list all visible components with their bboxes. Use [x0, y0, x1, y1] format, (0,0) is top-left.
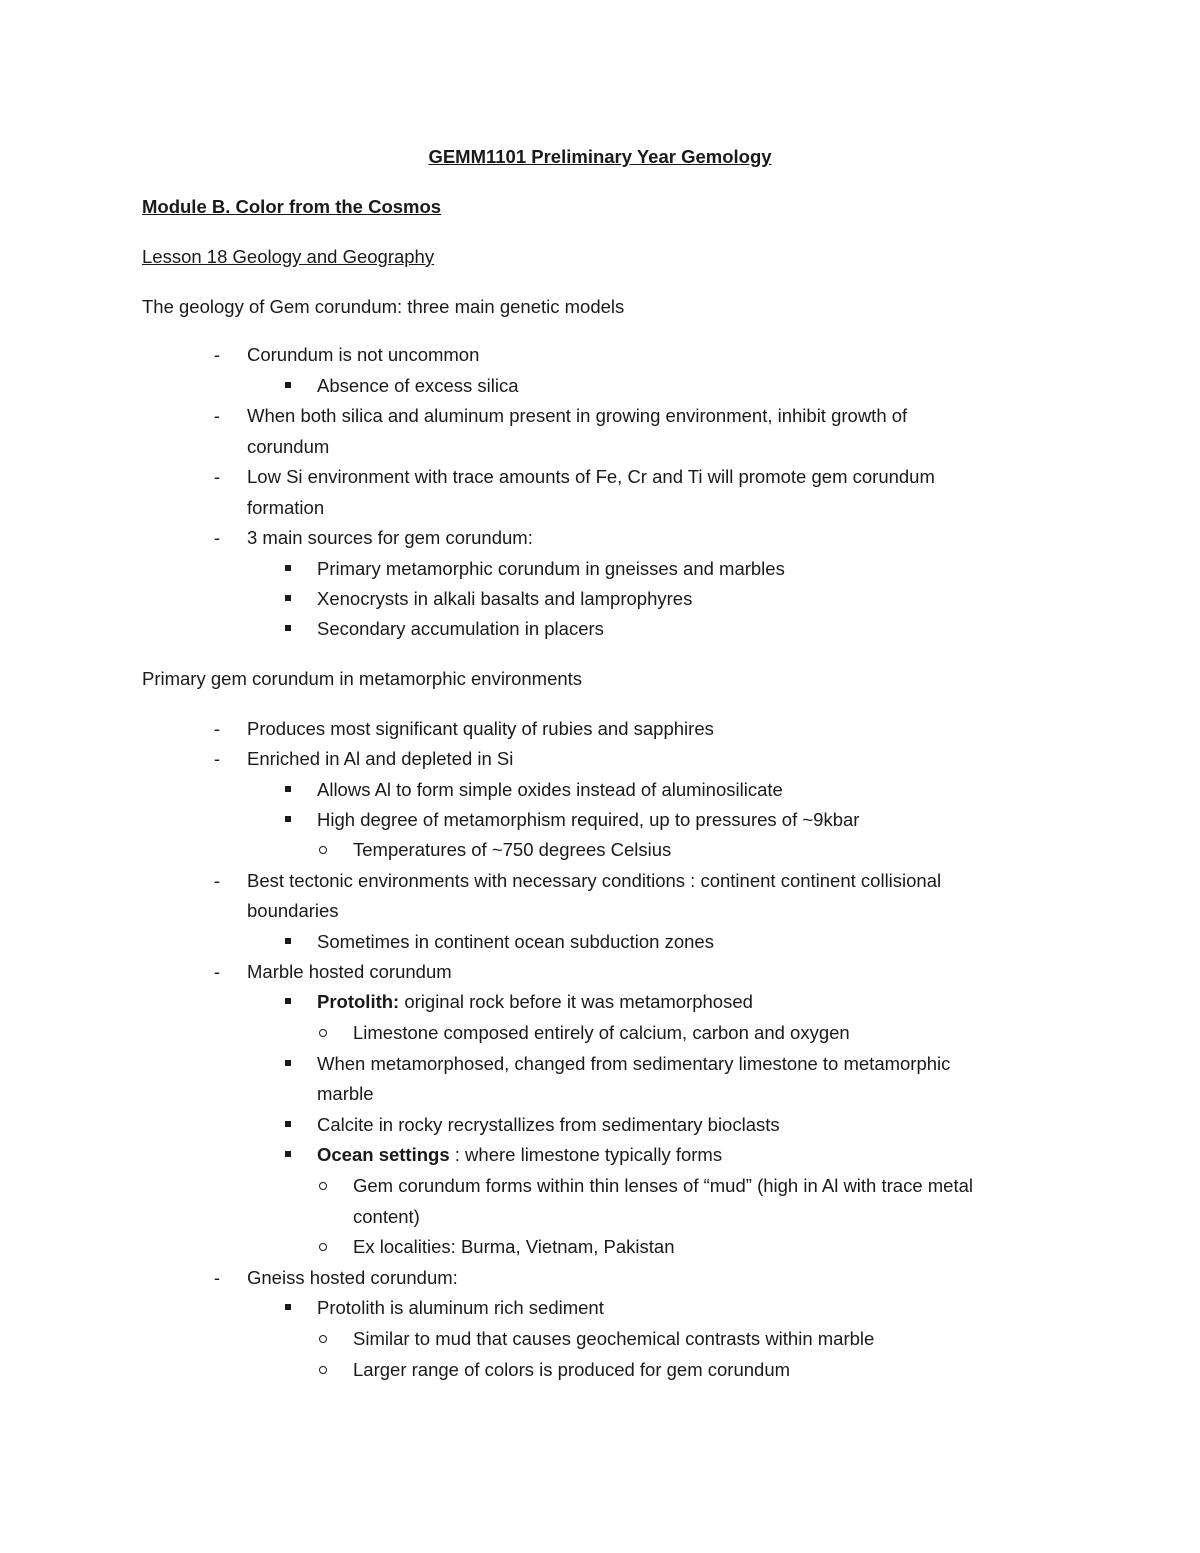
document-title: GEMM1101 Preliminary Year Gemology — [428, 146, 772, 167]
dash-bullet: - — [213, 748, 221, 769]
list-item: Calcite in rocky recrystallizes from sedimentary bioclasts — [317, 1114, 780, 1135]
square-bullet-icon — [285, 1304, 291, 1310]
list-item-continuation: boundaries — [247, 900, 339, 921]
dash-bullet: - — [213, 961, 221, 982]
list-item: High degree of metamorphism required, up to pressures of ~9kbar — [317, 809, 860, 830]
dash-bullet: - — [213, 344, 221, 365]
circle-bullet-icon — [319, 1335, 327, 1343]
square-bullet-icon — [285, 1060, 291, 1066]
square-bullet-icon — [285, 1121, 291, 1127]
square-bullet-icon — [285, 382, 291, 388]
list-item: Produces most significant quality of rubies and sapphires — [247, 718, 714, 739]
list-item-continuation: content) — [353, 1206, 420, 1227]
list-item-continuation: formation — [247, 497, 325, 518]
term-protolith: Protolith: — [317, 991, 400, 1012]
square-bullet-icon — [285, 1151, 291, 1157]
circle-bullet-icon — [319, 1366, 327, 1374]
dash-bullet: - — [213, 870, 221, 891]
definition-text: original rock before it was metamorphosed — [399, 991, 753, 1012]
list-item: Larger range of colors is produced for gem corundum — [353, 1359, 791, 1380]
list-item — [317, 990, 753, 1014]
list-item: Corundum is not uncommon — [247, 344, 480, 365]
circle-bullet-icon — [319, 1029, 327, 1037]
square-bullet-icon — [285, 595, 291, 601]
term-ocean-settings: Ocean settings — [317, 1144, 450, 1165]
list-item: Ex localities: Burma, Vietnam, Pakistan — [353, 1236, 675, 1257]
section-heading-metamorphic: Primary gem corundum in metamorphic environments — [142, 668, 583, 689]
dash-bullet: - — [213, 1267, 221, 1288]
list-item: When metamorphosed, changed from sedimentary limestone to metamorphic — [317, 1053, 951, 1074]
list-item: Temperatures of ~750 degrees Celsius — [353, 839, 672, 860]
list-item-continuation: marble — [317, 1083, 374, 1104]
list-item: 3 main sources for gem corundum: — [247, 527, 533, 548]
list-item: Absence of excess silica — [317, 375, 519, 396]
list-item: Similar to mud that causes geochemical contrasts within marble — [353, 1328, 875, 1349]
list-item — [317, 1143, 722, 1167]
lesson-heading: Lesson 18 Geology and Geography — [142, 246, 435, 267]
list-item: Low Si environment with trace amounts of Fe, Cr and Ti will promote gem corundum — [247, 466, 935, 487]
dash-bullet: - — [213, 466, 221, 487]
list-item: Enriched in Al and depleted in Si — [247, 748, 514, 769]
square-bullet-icon — [285, 565, 291, 571]
dash-bullet: - — [213, 527, 221, 548]
list-item: Primary metamorphic corundum in gneisses and marbles — [317, 558, 785, 579]
square-bullet-icon — [285, 816, 291, 822]
list-item: Gneiss hosted corundum: — [247, 1267, 458, 1288]
list-item: Limestone composed entirely of calcium, carbon and oxygen — [353, 1022, 850, 1043]
module-heading: Module B. Color from the Cosmos — [142, 196, 442, 217]
list-item: Best tectonic environments with necessary conditions : continent continent collisional — [247, 870, 942, 891]
list-item: Sometimes in continent ocean subduction zones — [317, 931, 714, 952]
list-item: Gem corundum forms within thin lenses of “mud” (high in Al with trace metal — [353, 1175, 973, 1196]
dash-bullet: - — [213, 405, 221, 426]
list-item: Secondary accumulation in placers — [317, 618, 604, 639]
list-item: Protolith is aluminum rich sediment — [317, 1297, 604, 1318]
section-heading-genetic-models: The geology of Gem corundum: three main genetic models — [142, 296, 625, 317]
circle-bullet-icon — [319, 1182, 327, 1190]
circle-bullet-icon — [319, 1243, 327, 1251]
list-item: When both silica and aluminum present in growing environment, inhibit growth of — [247, 405, 908, 426]
square-bullet-icon — [285, 938, 291, 944]
list-item: Allows Al to form simple oxides instead of aluminosilicate — [317, 779, 783, 800]
list-item-continuation: corundum — [247, 436, 330, 457]
dash-bullet: - — [213, 718, 221, 739]
square-bullet-icon — [285, 625, 291, 631]
square-bullet-icon — [285, 998, 291, 1004]
list-item: Marble hosted corundum — [247, 961, 452, 982]
square-bullet-icon — [285, 786, 291, 792]
list-item: Xenocrysts in alkali basalts and lamprophyres — [317, 588, 693, 609]
circle-bullet-icon — [319, 846, 327, 854]
definition-text: : where limestone typically forms — [449, 1144, 723, 1165]
